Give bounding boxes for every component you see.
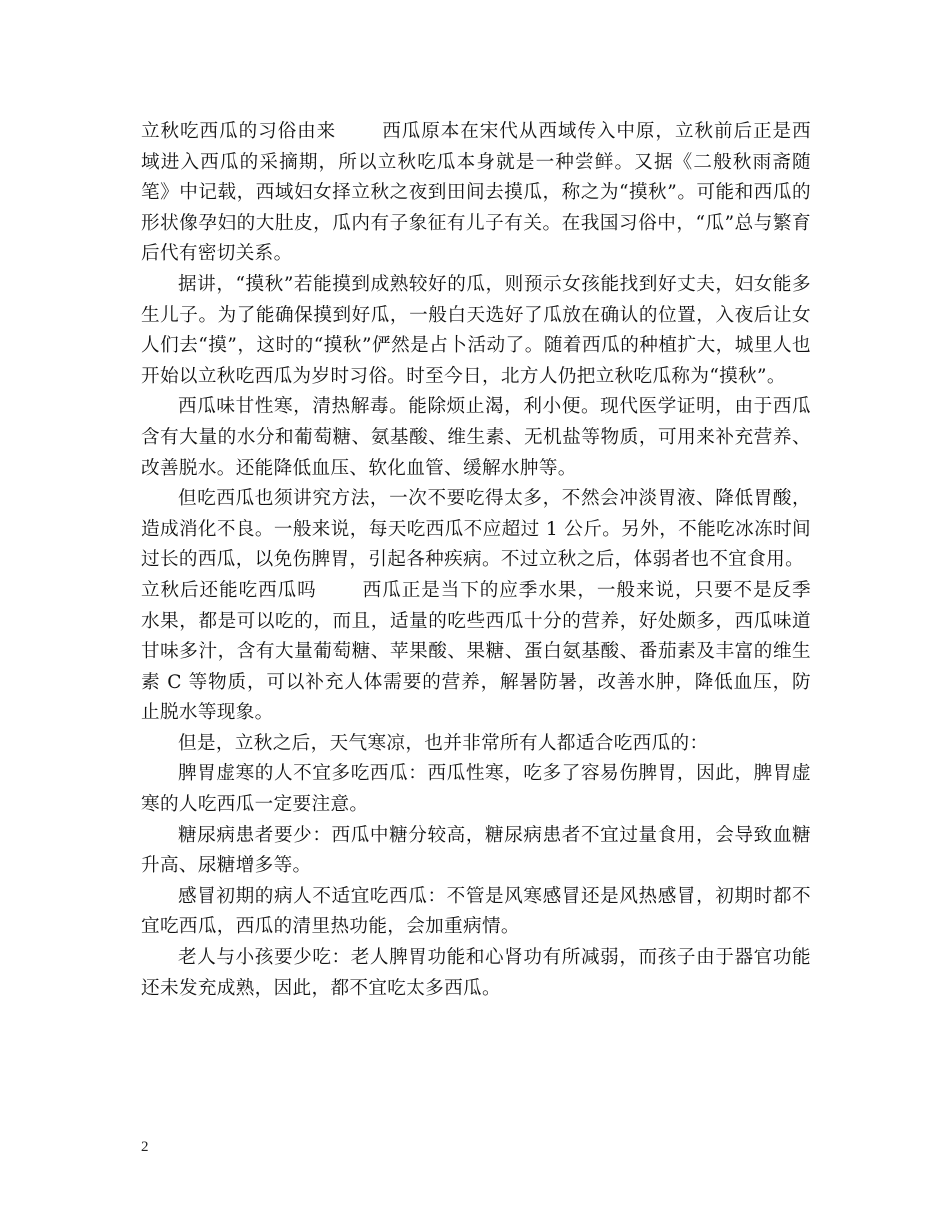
section-2-paragraph-2: 脾胃虚寒的人不宜多吃西瓜：西瓜性寒，吃多了容易伤脾胃，因此，脾胃虚寒的人吃西瓜一定要注意。 bbox=[141, 763, 811, 816]
section-2-paragraph-1: 但是，立秋之后，天气寒凉，也并非常所有人都适合吃西瓜的： bbox=[178, 732, 709, 754]
section-1-lead-text: 西瓜原本在宋代从西域传入中原，立秋前后正是西域进入西瓜的采摘期，所以立秋吃瓜本身就是一种尝鲜。又据《二般秋雨斋随笔》中记载，西域妇女择立秋之夜到田间去摸瓜，称之为“摸秋”。可能和西瓜的形状像孕妇的大肚皮，瓜内有子象征有儿子有关。在我国习俗中，“瓜”总与繁育后代有密切关系。 bbox=[141, 121, 811, 265]
section-2-paragraph-5: 老人与小孩要少吃：老人脾胃功能和心肾功有所减弱，而孩子由于器官功能还未发充成熟，因此，都不宜吃太多西瓜。 bbox=[141, 947, 811, 999]
document-page bbox=[141, 117, 811, 1004]
section-1-lead-paragraph bbox=[141, 117, 811, 270]
section-2-paragraph-3: 糖尿病患者要少：西瓜中糖分较高，糖尿病患者不宜过量食用，会导致血糖升高、尿糖增多等。 bbox=[141, 824, 811, 877]
section-2-paragraph-4: 感冒初期的病人不适宜吃西瓜：不管是风寒感冒还是风热感冒，初期时都不宜吃西瓜，西瓜的清里热功能，会加重病情。 bbox=[141, 885, 811, 938]
section-2-title: 立秋后还能吃西瓜吗 bbox=[141, 579, 317, 601]
section-1-paragraph-1: 据讲，“摸秋”若能摸到成熟较好的瓜，则预示女孩能找到好丈夫，妇女能多生儿子。为了能确保摸到好瓜，一般白天选好了瓜放在确认的位置，入夜后让女人们去“摸”，这时的“摸秋”俨然是占卜活动了。随着西瓜的种植扩大，城里人也开始以立秋吃西瓜为岁时习俗。时至今日，北方人仍把立秋吃瓜称为“摸秋”。 bbox=[141, 273, 811, 387]
page-number: 2 bbox=[141, 1139, 149, 1155]
section-1-title: 立秋吃西瓜的习俗由来 bbox=[141, 121, 337, 142]
section-1-paragraph-2: 西瓜味甘性寒，清热解毒。能除烦止渴，利小便。现代医学证明，由于西瓜含有大量的水分和葡萄糖、氨基酸、维生素、无机盐等物质，可用来补充营养、改善脱水。还能降低血压、软化血管、缓解水肿等。 bbox=[141, 396, 811, 479]
section-2-lead-text: 西瓜正是当下的应季水果，一般来说，只要不是反季水果，都是可以吃的，而且，适量的吃些西瓜十分的营养，好处颇多，西瓜味道甘味多汁，含有大量葡萄糖、苹果酸、果糖、蛋白氨基酸、番茄素及丰富的维生素 C 等物质，可以补充人体需要的营养，解暑防暑，改善水肿，降低血压，防止脱水等现象。 bbox=[141, 579, 811, 724]
section-1-paragraph-3: 但吃西瓜也须讲究方法，一次不要吃得太多，不然会冲淡胃液、降低胃酸，造成消化不良。一般来说，每天吃西瓜不应超过 1 公斤。另外，不能吃冰冻时间过长的西瓜，以免伤脾胃，引起各种疾病。不过立秋之后，体弱者也不宜食用。 bbox=[141, 488, 811, 571]
section-2-lead-paragraph bbox=[141, 576, 811, 729]
